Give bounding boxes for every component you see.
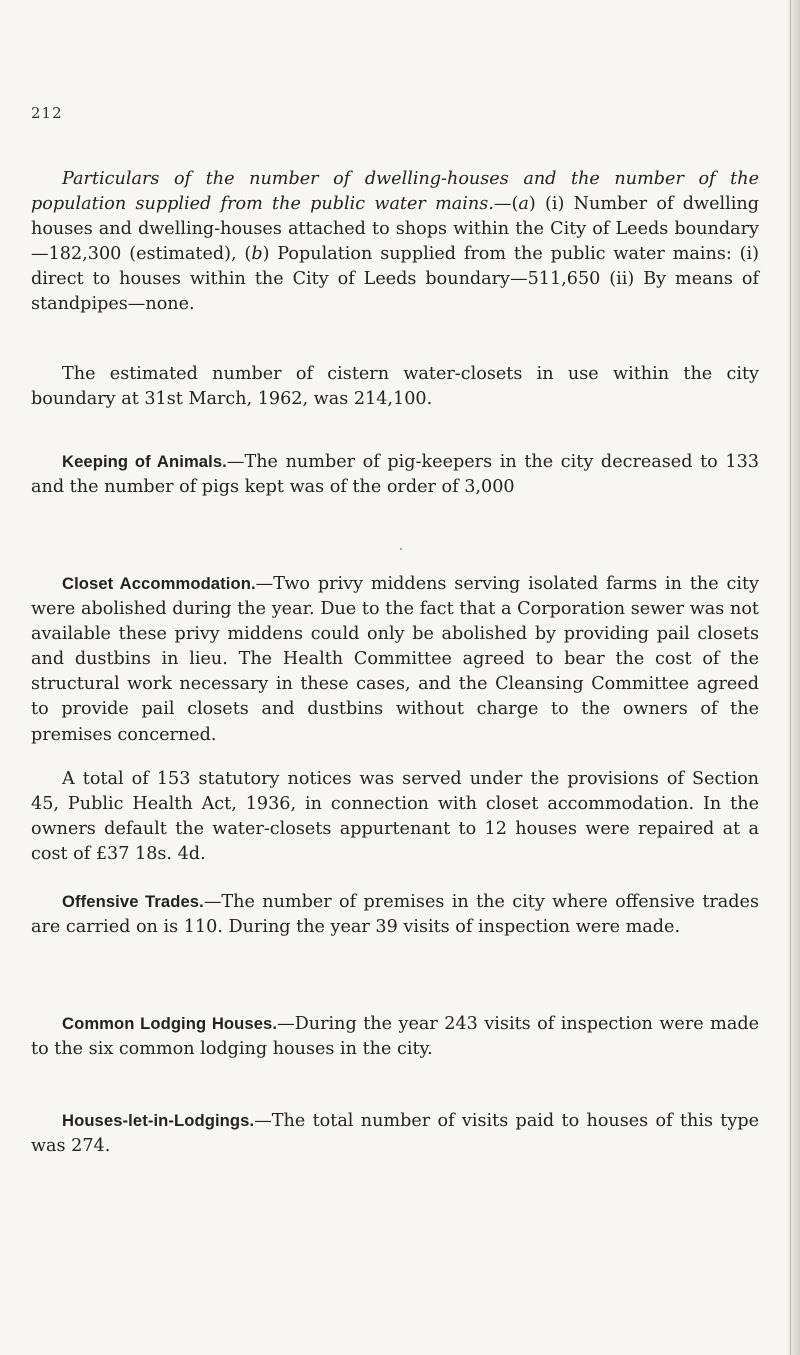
paragraph-common-lodging-houses: Common Lodging Houses.—During the year 243 visits of inspection were made to the six common lodging houses in the city. [31, 1014, 759, 1060]
common-lodging-houses-heading: Common Lodging Houses. [62, 1014, 278, 1033]
paragraph-offensive-trades: Offensive Trades.—The number of premises in the city where offensive trades are carried on is 110. During the year 39 visits of inspection were made. [31, 892, 759, 938]
paragraph-statutory-notices: A total of 153 statutory notices was served under the provisions of Section 45, Public Health Act, 1936, in connection with closet accommodation. In the owners default the water-closets appurtenant to 12 houses were repaired at a cost of £37 18s. 4d. [31, 769, 759, 865]
paragraph-water-closets: The estimated number of cistern water-closets in use within the city boundary at 31st March, 1962, was 214,100. [31, 364, 759, 410]
paragraph-keeping-of-animals: Keeping of Animals.—The number of pig-keepers in the city decreased to 133 and the number of pigs kept was of the order of 3,000 [31, 452, 759, 498]
houses-let-in-lodgings-heading: Houses-let-in-Lodgings. [62, 1111, 255, 1130]
page-edge-line [790, 0, 791, 1355]
paragraph-water-supply: Particulars of the number of dwelling-houses and the number of the population supplied from the public water mains.—(a) (i) Number of dwelling houses and dwelling-houses attached to shops within the City of Leeds boundary—182,300 (estimated), (b) Population supplied from the public water mains: (i) direct to houses within the City of Leeds boundary—511,650 (ii) By means of standpipes—none. [31, 169, 759, 315]
page-number: 212 [31, 104, 63, 122]
water-supply-heading: Particulars of the number of dwelling-houses and the number of the population supplied from the public water mains. [31, 169, 759, 215]
keeping-of-animals-heading: Keeping of Animals. [62, 452, 227, 471]
print-speck [400, 548, 402, 550]
offensive-trades-heading: Offensive Trades. [62, 892, 204, 911]
closet-accommodation-heading: Closet Accommodation. [62, 574, 256, 593]
page-edge-shadow [786, 0, 800, 1355]
paragraph-closet-accommodation: Closet Accommodation.—Two privy middens serving isolated farms in the city were abolished during the year. Due to the fact that a Corporation sewer was not available these privy middens could only be abolished by providing pail closets and dustbins in lieu. The Health Committee agreed to bear the cost of the structural work necessary in these cases, and the Cleansing Committee agreed to provide pail closets and dustbins without charge to the owners of the premises concerned. [31, 574, 759, 745]
paragraph-houses-let-in-lodgings: Houses-let-in-Lodgings.—The total number of visits paid to houses of this type was 274. [31, 1111, 759, 1157]
